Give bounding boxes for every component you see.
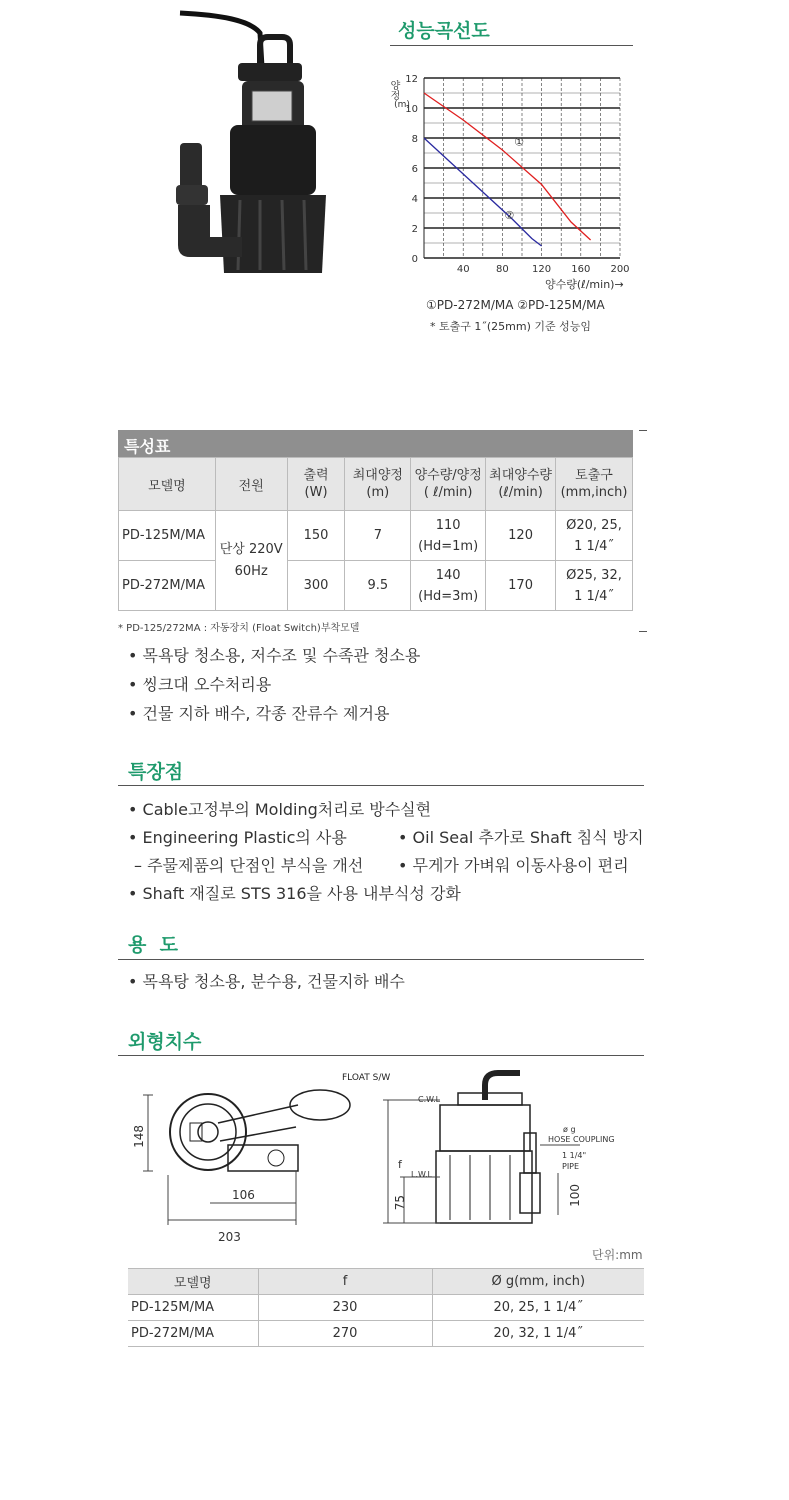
dim-header-f: f	[258, 1269, 432, 1295]
pipe-label: PIPE	[562, 1162, 580, 1171]
dim-row	[128, 1295, 644, 1321]
features-title: 특장점	[128, 761, 184, 783]
dim-203: 203	[218, 1230, 241, 1244]
feature-line-6: • Shaft 재질로 STS 316을 사용 내부식성 강화	[128, 884, 461, 903]
y-axis-unit: (m)	[394, 100, 410, 110]
spec-header-row	[119, 458, 633, 511]
spec-max-flow: 120	[486, 511, 556, 561]
x-axis-label: 양수량(ℓ/min)→	[545, 278, 624, 291]
usage-title: 용 도	[128, 934, 178, 956]
dimensions-title: 외형치수	[128, 1031, 202, 1053]
x-tick-label: 160	[571, 264, 591, 275]
spec-outlet: Ø20, 25, 1 1/4˝	[556, 511, 633, 561]
dim-f: f	[398, 1158, 402, 1171]
y-tick-label: 0	[411, 254, 418, 265]
phi-g-label: ø g	[563, 1125, 576, 1134]
pipe-size-label: 1 1/4"	[562, 1151, 587, 1160]
dimensions-rule	[118, 1055, 644, 1056]
spec-power: 단상 220V 60Hz	[215, 511, 287, 611]
performance-note: * 토출구 1˝(25mm) 기준 성능임	[430, 320, 592, 333]
y-tick-label: 2	[411, 224, 418, 235]
spec-header-output: 출력 (W)	[287, 458, 345, 511]
side-view-drawing	[380, 1065, 640, 1235]
curve-mark-2: ②	[504, 209, 515, 222]
spec-head: 9.5	[345, 561, 411, 611]
x-tick-label: 200	[610, 264, 630, 275]
spec-max-flow: 170	[486, 561, 556, 611]
spec-header-power: 전원	[215, 458, 287, 511]
dim-f: 230	[258, 1295, 432, 1321]
dim-75: 75	[393, 1195, 407, 1211]
uses-line-1: • 목욕탕 청소용, 저수조 및 수족관 청소용	[128, 646, 421, 665]
performance-title: 성능곡선도	[398, 20, 490, 42]
spec-footnote: * PD-125/272MA : 자동장치 (Float Switch)부착모델	[118, 623, 360, 634]
uses-line-3: • 건물 지하 배수, 각종 잔류수 제거용	[128, 704, 390, 723]
x-tick-label: 120	[532, 264, 552, 275]
spec-title: 특성표	[124, 437, 171, 456]
spec-right-tick-bottom	[639, 631, 647, 632]
y-axis-label-text: 양정	[388, 80, 399, 100]
feature-line-5: • 무게가 가벼워 이동사용이 편리	[398, 856, 629, 875]
spec-output: 150	[287, 511, 345, 561]
dim-g: 20, 25, 1 1/4˝	[432, 1295, 644, 1321]
dim-row	[128, 1321, 644, 1347]
feature-line-2: • Engineering Plastic의 사용	[128, 828, 347, 847]
dim-header-g: Ø g(mm, inch)	[432, 1269, 644, 1295]
spec-table	[118, 457, 633, 611]
uses-line-2: • 씽크대 오수처리용	[128, 675, 272, 694]
spec-header-head: 최대양정 (m)	[345, 458, 411, 511]
lwl-label: L.W.L	[411, 1170, 432, 1179]
y-tick-label: 6	[411, 164, 418, 175]
spec-header-outlet: 토출구 (mm,inch)	[556, 458, 633, 511]
dim-model: PD-125M/MA	[128, 1295, 258, 1321]
x-tick-label: 40	[456, 264, 470, 275]
dim-header-model: 모델명	[128, 1269, 258, 1295]
spec-header-bar	[118, 430, 633, 457]
spec-model: PD-125M/MA	[119, 511, 216, 561]
spec-header-model: 모델명	[119, 458, 216, 511]
performance-chart	[405, 68, 638, 278]
cwl-label: C.W.L	[418, 1095, 441, 1104]
dim-f: 270	[258, 1321, 432, 1347]
dim-106: 106	[232, 1188, 255, 1202]
spec-output: 300	[287, 561, 345, 611]
usage-line: • 목욕탕 청소용, 분수용, 건물지하 배수	[128, 972, 405, 991]
y-tick-label: 8	[411, 134, 418, 145]
x-tick-label: 80	[496, 264, 509, 275]
y-tick-label: 4	[411, 194, 418, 205]
dim-100: 100	[568, 1184, 582, 1207]
performance-legend: ①PD-272M/MA ②PD-125M/MA	[426, 298, 605, 312]
features-rule	[118, 785, 644, 786]
feature-line-4: – 주물제품의 단점인 부식을 개선	[134, 856, 364, 875]
float-label: FLOAT S/W	[342, 1073, 391, 1083]
spec-right-tick-top	[639, 430, 647, 431]
dimension-table	[128, 1268, 644, 1347]
dim-g: 20, 32, 1 1/4˝	[432, 1321, 644, 1347]
feature-line-1: • Cable고정부의 Molding처리로 방수실현	[128, 800, 432, 819]
unit-label: 단위:mm	[592, 1248, 643, 1262]
spec-row	[119, 511, 633, 561]
dim-model: PD-272M/MA	[128, 1321, 258, 1347]
spec-flow: 140 (Hd=3m)	[411, 561, 486, 611]
dim-148: 148	[132, 1125, 146, 1148]
spec-flow: 110 (Hd=1m)	[411, 511, 486, 561]
dim-header-row	[128, 1269, 644, 1295]
curve-mark-1: ①	[514, 135, 525, 149]
spec-header-max-flow: 최대양수량 (ℓ/min)	[486, 458, 556, 511]
spec-model: PD-272M/MA	[119, 561, 216, 611]
spec-header-flow: 양수량/양정 ( ℓ/min)	[411, 458, 486, 511]
pump-photo	[150, 5, 350, 285]
spec-row	[119, 561, 633, 611]
spec-head: 7	[345, 511, 411, 561]
y-tick-label: 12	[405, 74, 418, 85]
y-tick-label: 10	[405, 104, 418, 115]
hose-coupling-label: HOSE COUPLING	[548, 1135, 615, 1144]
performance-title-rule	[390, 45, 633, 46]
spec-outlet: Ø25, 32, 1 1/4˝	[556, 561, 633, 611]
top-view-drawing	[128, 1065, 358, 1245]
feature-line-3: • Oil Seal 추가로 Shaft 침식 방지	[398, 828, 644, 847]
usage-rule	[118, 959, 644, 960]
